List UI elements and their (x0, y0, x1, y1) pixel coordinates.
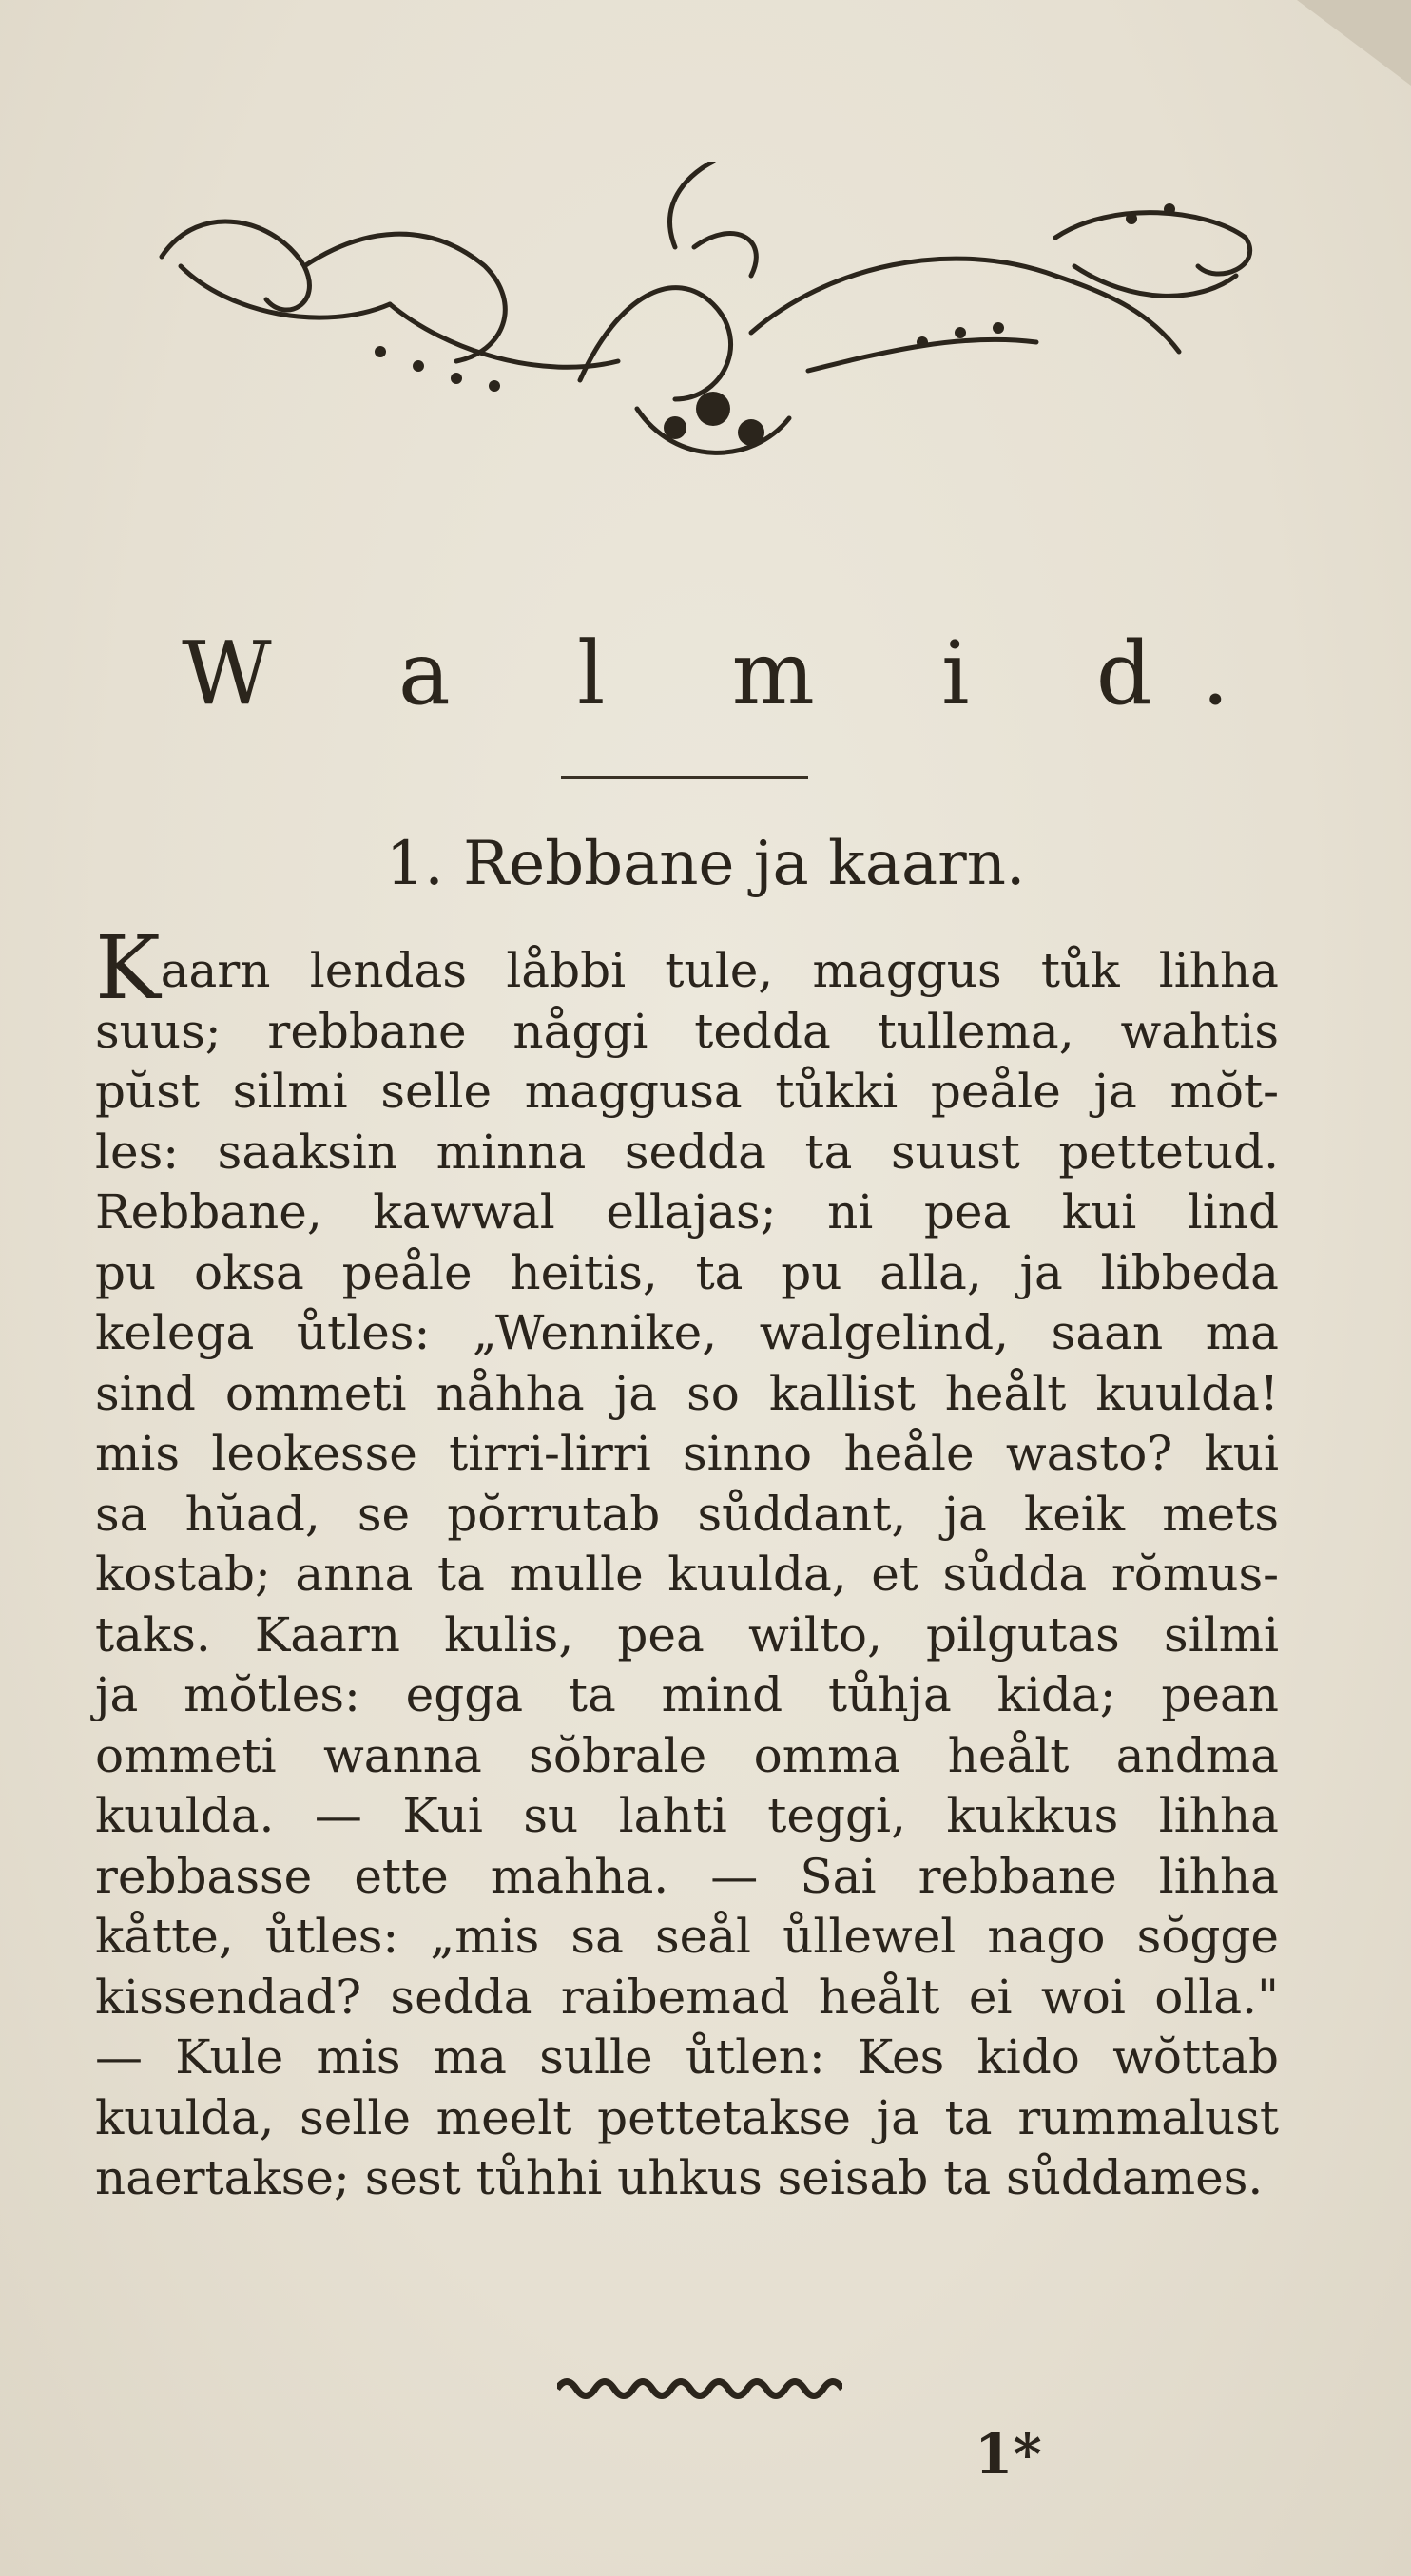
fable-title: 1. Rebbane ja kaarn. (385, 829, 1026, 899)
text-line: pu oksa peåle heitis, ta pu alla, ja libbeda (95, 1244, 1279, 1300)
wave-divider-icon (557, 2374, 842, 2403)
text-line: kostab; anna ta mulle kuulda, et sůdda rŏmus- (95, 1547, 1279, 1602)
page-title: W a l m i d. (182, 623, 1279, 724)
text-line: kelega ůtles: „Wennike, walgelind, saan ma (95, 1305, 1279, 1360)
page-corner-fold (1297, 0, 1411, 86)
text-line: naertakse; sest tůhhi uhkus seisab ta sůddames. (95, 2150, 1264, 2205)
text-line: Kaarn lendas låbbi tule, maggus tůk lihha (95, 917, 1279, 1019)
text-line: taks. Kaarn kulis, pea wilto, pilgutas silmi (95, 1606, 1279, 1663)
title-rule (561, 776, 808, 779)
text-line: Rebbane, kawwal ellajas; ni pea kui lind (95, 1184, 1279, 1240)
text-line: pŭst silmi selle maggusa tůkki peåle ja mŏt- (95, 1064, 1279, 1119)
text-line: ja mŏtles: egga ta mind tůhja kida; pean (95, 1667, 1279, 1722)
text-line: — Kule mis ma sulle ůtlen: Kes kido wŏttab (95, 2029, 1279, 2085)
text-line: mis leokesse tirri-lirri sinno heåle wasto? kui (95, 1426, 1279, 1481)
text-line: kuulda. — Kui su lahti teggi, kukkus lihha (95, 1788, 1279, 1843)
text-line: les: saaksin minna sedda ta suust pettetud. (95, 1124, 1279, 1180)
text-line: rebbasse ette mahha. — Sai rebbane lihha (95, 1848, 1279, 1904)
text-line: suus; rebbane någgi tedda tullema, wahtis (95, 1003, 1279, 1059)
text-line: sind ommeti nåhha ja so kallist heålt kuulda! (95, 1365, 1279, 1421)
text-line: kissendad? sedda raibemad heålt ei woi olla." (95, 1969, 1279, 2025)
fable-body (95, 917, 1279, 2209)
text-line: kåtte, ůtles: „mis sa seål ůllewel nago sŏgge (95, 1909, 1279, 1964)
text-line: kuulda, selle meelt pettetakse ja ta rummalust (95, 2089, 1279, 2145)
signature-mark: 1* (975, 2422, 1042, 2487)
drop-cap: K (95, 917, 161, 1019)
text-line: ommeti wanna sŏbrale omma heålt andma (95, 1727, 1279, 1783)
text-line: sa hŭad, se pŏrrutab sůddant, ja keik mets (95, 1486, 1279, 1542)
rococo-ornament-icon (143, 162, 1265, 494)
